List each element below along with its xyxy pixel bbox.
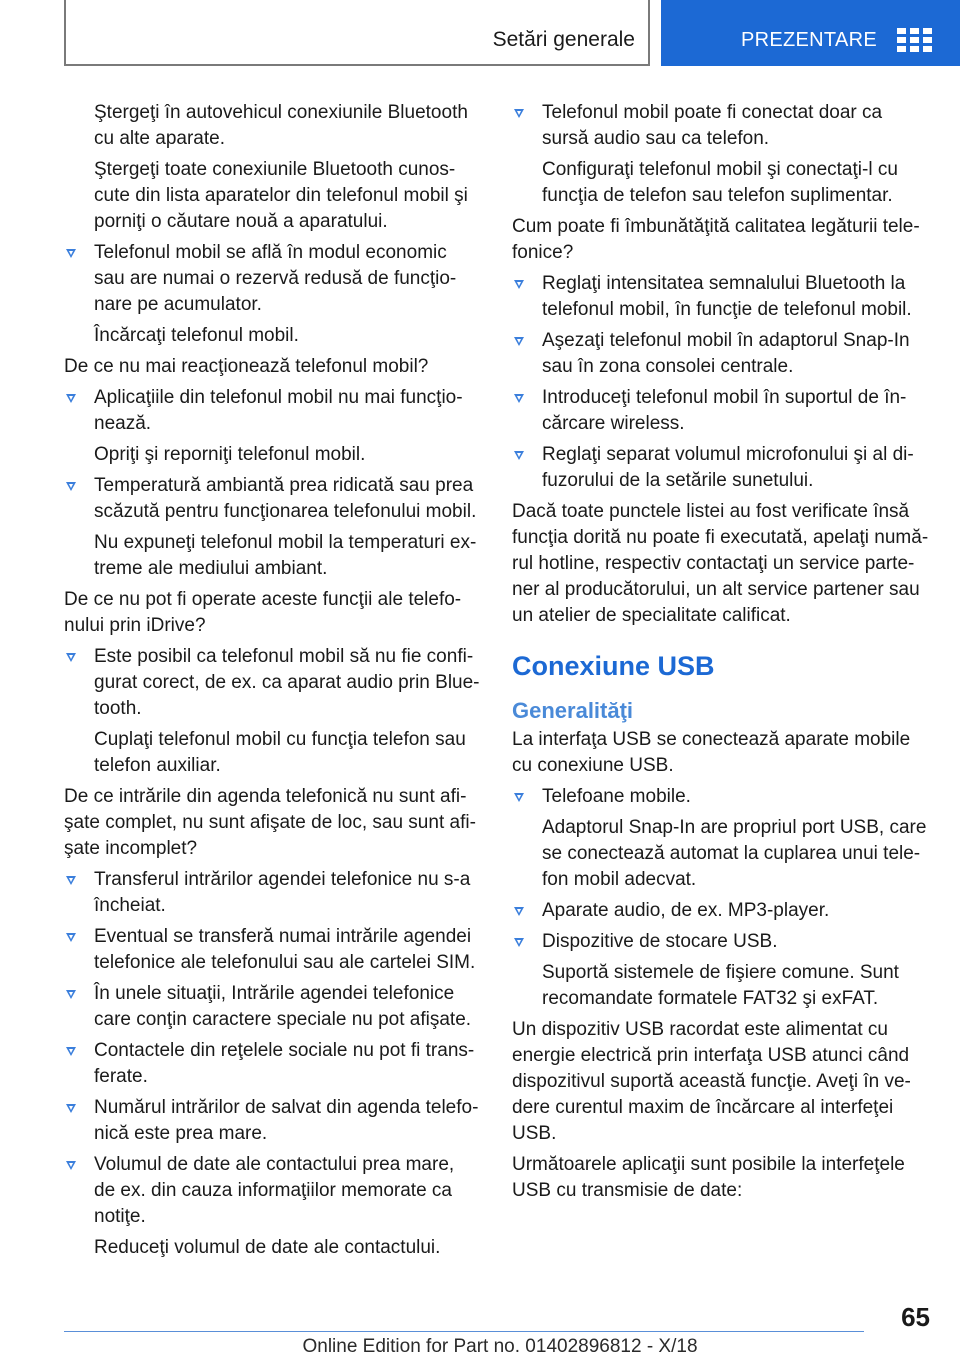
footer-text: Online Edition for Part no. 01402896812 - X/18 — [302, 1336, 698, 1357]
list-item — [512, 328, 930, 380]
tab-label: PREZENTARE — [741, 29, 877, 51]
paragraph: De ce nu pot fi operate aceste funcţii ale telefo-nului prin iDrive? — [64, 589, 462, 636]
grid-icon[interactable] — [897, 28, 933, 52]
list-item-text: Aplicaţiile din telefonul mobil nu mai funcţio-nează. — [94, 387, 463, 434]
triangle-bullet-icon — [514, 938, 524, 947]
paragraph: De ce nu mai reacţionează telefonul mobil? — [64, 356, 429, 377]
tab-prezentare[interactable] — [661, 0, 960, 66]
instruction-text: Ştergeţi în autovehicul conexiunile Bluetooth cu alte aparate. — [94, 102, 468, 149]
instruction-text: Încărcaţi telefonul mobil. — [94, 325, 299, 346]
instruction-text: Cuplaţi telefonul mobil cu funcţia telefon sau telefon auxiliar. — [94, 729, 466, 776]
left-column — [64, 100, 480, 1266]
list-item-text: Reglaţi separat volumul microfonului şi al di-fuzorului de la setările sunetului. — [542, 444, 914, 491]
list-item-text: Telefonul mobil se află în modul economic sau are numai o rezervă redusă de funcţio-nare pe acumulator. — [94, 242, 457, 315]
list-item-text: Transferul intrărilor agendei telefonice nu s-a încheiat. — [94, 869, 471, 916]
triangle-bullet-icon — [66, 1161, 76, 1170]
list-item — [64, 981, 480, 1033]
list-item-text: Aparate audio, de ex. MP3-player. — [542, 900, 830, 921]
list-item — [512, 784, 930, 810]
list-item — [512, 929, 930, 955]
list-item — [512, 385, 930, 437]
list-item-text: Eventual se transferă numai intrările agendei telefonice ale telefonului sau ale cartelei SIM. — [94, 926, 476, 973]
list-item — [64, 644, 480, 722]
list-item — [64, 1152, 480, 1230]
triangle-bullet-icon — [66, 876, 76, 885]
list-item — [64, 867, 480, 919]
triangle-bullet-icon — [66, 1047, 76, 1056]
list-item-text: Temperatură ambiantă prea ridicată sau prea scăzută pentru funcţionarea telefonului mobil. — [94, 475, 477, 522]
triangle-bullet-icon — [66, 933, 76, 942]
paragraph: La interfaţa USB se conectează aparate mobile cu conexiune USB. — [512, 729, 911, 776]
triangle-bullet-icon — [514, 280, 524, 289]
paragraph: De ce intrările din agenda telefonică nu sunt afi-şate complet, nu sunt afişate de loc, sau sunt afi-şate incomplet? — [64, 786, 476, 859]
list-item — [64, 473, 480, 525]
list-item — [512, 442, 930, 494]
instruction-text: Nu expuneţi telefonul mobil la temperaturi ex-treme ale mediului ambiant. — [94, 532, 477, 579]
list-item — [64, 240, 480, 318]
triangle-bullet-icon — [66, 653, 76, 662]
list-item-text: Este posibil ca telefonul mobil să nu fie confi-gurat corect, de ex. ca aparat audio prin Blue-tooth. — [94, 646, 480, 719]
triangle-bullet-icon — [66, 1104, 76, 1113]
list-item — [64, 1095, 480, 1147]
list-item-text: În unele situaţii, Intrările agendei telefonice care conţin caractere speciale nu pot afişate. — [94, 983, 472, 1030]
list-item-text: Introduceţi telefonul mobil în suportul de în-cărcare wireless. — [542, 387, 907, 434]
list-item-text: Numărul intrărilor de salvat din agenda telefo-nică este prea mare. — [94, 1097, 479, 1144]
list-item-text: Dispozitive de stocare USB. — [542, 931, 778, 952]
instruction-text: Ştergeţi toate conexiunile Bluetooth cunos-cute din lista aparatelor din telefonul mobil şi porniţi o căutare nouă a aparatului. — [94, 159, 468, 232]
triangle-bullet-icon — [514, 451, 524, 460]
footer-divider — [64, 1331, 864, 1332]
triangle-bullet-icon — [66, 249, 76, 258]
triangle-bullet-icon — [66, 990, 76, 999]
list-item-text: Telefonul mobil poate fi conectat doar ca sursă audio sau ca telefon. — [542, 102, 883, 149]
list-item-text: Contactele din reţelele sociale nu pot fi trans-ferate. — [94, 1040, 475, 1087]
subsection-heading: Generalităţi — [512, 698, 634, 723]
triangle-bullet-icon — [514, 109, 524, 118]
section-title: Setări generale — [492, 28, 635, 51]
instruction-text: Configuraţi telefonul mobil şi conectaţi-l cu funcţia de telefon sau telefon suplimentar. — [542, 159, 898, 206]
list-item — [64, 385, 480, 437]
triangle-bullet-icon — [514, 793, 524, 802]
triangle-bullet-icon — [66, 482, 76, 491]
list-item-text: Telefoane mobile. — [542, 786, 691, 807]
list-item-text: Reglaţi intensitatea semnalului Bluetooth la telefonul mobil, în funcţie de telefonul mobil. — [542, 273, 912, 320]
instruction-text: Opriţi şi reporniţi telefonul mobil. — [94, 444, 366, 465]
instruction-text: Suportă sistemele de fişiere comune. Sunt recomandate formatele FAT32 şi exFAT. — [542, 962, 899, 1009]
instruction-text: Reduceţi volumul de date ale contactului. — [94, 1237, 441, 1258]
page-header — [0, 0, 960, 66]
list-item — [64, 1038, 480, 1090]
page-number: 65 — [901, 1302, 930, 1332]
triangle-bullet-icon — [514, 337, 524, 346]
triangle-bullet-icon — [514, 394, 524, 403]
paragraph: Dacă toate punctele listei au fost verificate însă funcţia dorită nu poate fi executată, apelaţi numă-rul hotline, respectiv contactaţi un service parte-ner al producătorului, un alt service partener sau un atelier de specialitate calificat. — [512, 501, 929, 626]
triangle-bullet-icon — [514, 907, 524, 916]
paragraph: Următoarele aplicaţii sunt posibile la interfeţele USB cu transmisie de date: — [512, 1154, 905, 1201]
paragraph: Cum poate fi îmbunătăţită calitatea legăturii tele-fonice? — [512, 216, 920, 263]
instruction-text: Adaptorul Snap-In are propriul port USB, care se conectează automat la cuplarea unui tele-fon mobil adecvat. — [542, 817, 927, 890]
section-heading: Conexiune USB — [512, 651, 715, 681]
list-item — [512, 100, 930, 152]
list-item-text: Volumul de date ale contactului prea mare, de ex. din cauza informaţiilor memorate ca notiţe. — [94, 1154, 455, 1227]
list-item — [64, 924, 480, 976]
paragraph: Un dispozitiv USB racordat este alimentat cu energie electrică prin interfaţa USB atunci când dispozitivul suportă această funcţie. Aveţi în ve-dere curentul maxim de încărcare al interfeţei USB. — [512, 1019, 911, 1144]
list-item — [512, 271, 930, 323]
right-column — [512, 100, 930, 1209]
triangle-bullet-icon — [66, 394, 76, 403]
list-item-text: Aşezaţi telefonul mobil în adaptorul Snap-In sau în zona consolei centrale. — [542, 330, 910, 377]
list-item — [512, 898, 930, 924]
